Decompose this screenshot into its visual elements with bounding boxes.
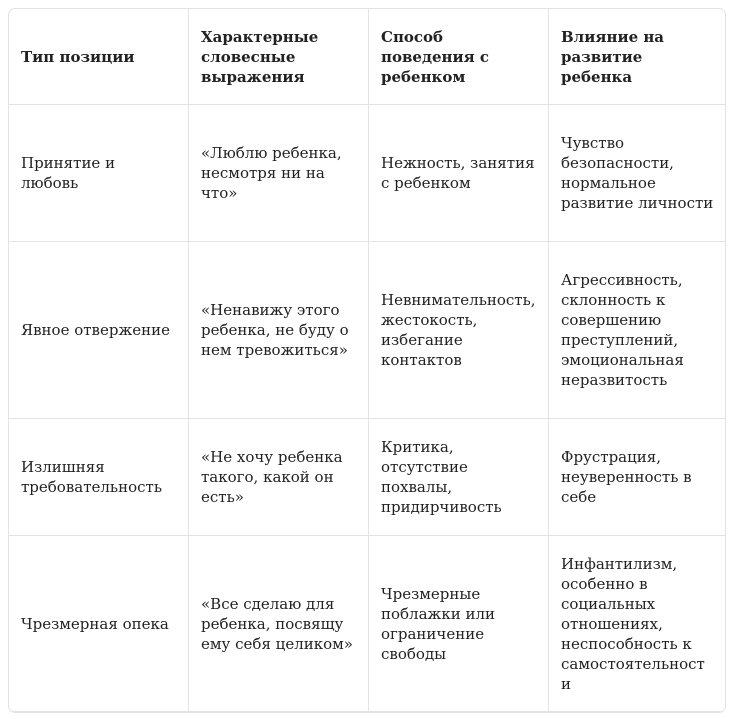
cell-behavior: Нежность, занятия с ребенком	[369, 105, 549, 242]
table-row	[9, 536, 727, 712]
cell-influence: Инфантилизм, особенно в социальных отношениях, неспособность к самостоятельности	[549, 536, 727, 712]
cell-verbal-expression: «Все сделаю для ребенка, посвящу ему себя целиком»	[189, 536, 369, 712]
cell-verbal-expression: «Люблю ребенка, несмотря ни на что»	[189, 105, 369, 242]
cell-behavior: Критика, отсутствие похвалы, придирчивость	[369, 419, 549, 536]
cell-influence: Агрессивность, склонность к совершению преступлений, эмоциональная неразвитость	[549, 242, 727, 419]
cell-position-type: Принятие и любовь	[9, 105, 189, 242]
table-container	[8, 8, 726, 713]
table-row	[9, 105, 727, 242]
cell-behavior: Невнимательность, жестокость, избегание контактов	[369, 242, 549, 419]
cell-behavior: Чрезмерные поблажки или ограничение свободы	[369, 536, 549, 712]
cell-verbal-expression: «Не хочу ребенка такого, какой он есть»	[189, 419, 369, 536]
header-position-type: Тип позиции	[9, 9, 189, 105]
table-row	[9, 419, 727, 536]
table-row	[9, 242, 727, 419]
parenting-positions-table	[8, 8, 726, 712]
cell-verbal-expression: «Ненавижу этого ребенка, не буду о нем тревожиться»	[189, 242, 369, 419]
header-influence: Влияние на развитие ребенка	[549, 9, 727, 105]
cell-position-type: Явное отвержение	[9, 242, 189, 419]
cell-influence: Фрустрация, неуверенность в себе	[549, 419, 727, 536]
cell-position-type: Излишняя требовательность	[9, 419, 189, 536]
header-behavior: Способ поведения с ребенком	[369, 9, 549, 105]
table-header-row	[9, 9, 727, 105]
cell-position-type: Чрезмерная опека	[9, 536, 189, 712]
header-verbal-expressions: Характерные словесные выражения	[189, 9, 369, 105]
cell-influence: Чувство безопасности, нормальное развитие личности	[549, 105, 727, 242]
